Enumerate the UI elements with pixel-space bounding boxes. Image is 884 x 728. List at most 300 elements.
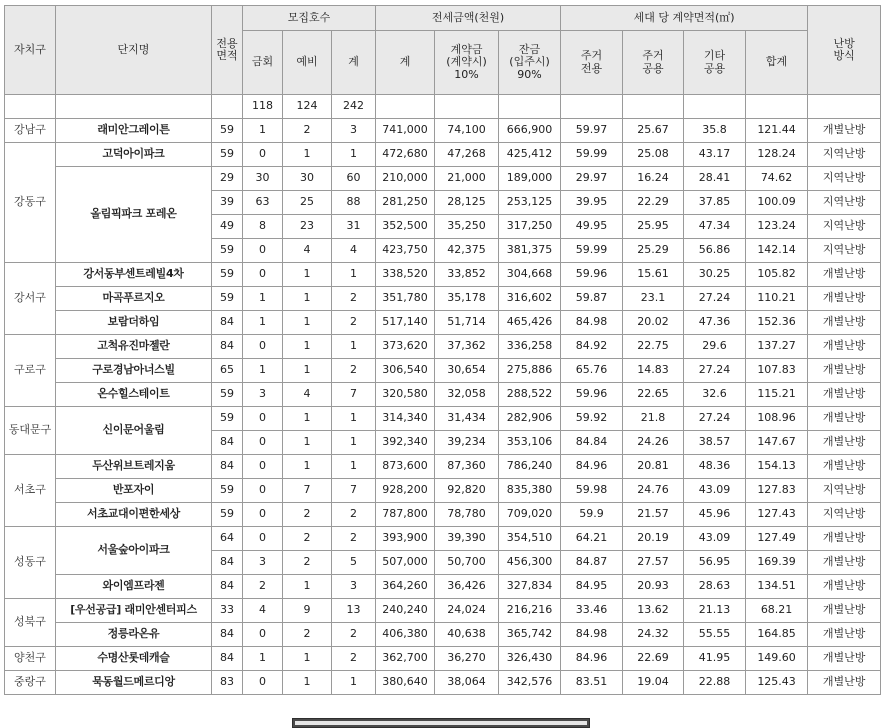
cell-recruit-total: 88 (332, 191, 376, 215)
cell-deposit-balance: 326,430 (499, 647, 561, 671)
cell-deposit-contract: 39,234 (435, 431, 499, 455)
cell-deposit-contract: 37,362 (435, 335, 499, 359)
cell-recruit-current: 0 (243, 143, 283, 167)
cell-complex: 묵동월드메르디앙 (56, 671, 212, 695)
cell-res-exclusive: 83.51 (561, 671, 623, 695)
cell-heating: 개별난방 (808, 647, 881, 671)
cell-recruit-current: 0 (243, 623, 283, 647)
totals-cell-empty (376, 95, 435, 119)
cell-other-common: 56.95 (684, 551, 746, 575)
cell-recruit-current: 0 (243, 479, 283, 503)
cell-recruit-current: 1 (243, 647, 283, 671)
cell-recruit-total: 4 (332, 239, 376, 263)
cell-area: 59 (212, 479, 243, 503)
cell-res-exclusive: 84.96 (561, 647, 623, 671)
cell-deposit-total: 352,500 (376, 215, 435, 239)
cell-area: 84 (212, 455, 243, 479)
cell-deposit-total: 423,750 (376, 239, 435, 263)
table-row (5, 287, 881, 311)
table-row (5, 263, 881, 287)
cell-area: 59 (212, 239, 243, 263)
header-recruit: 모집호수 (243, 6, 376, 31)
cell-deposit-balance: 381,375 (499, 239, 561, 263)
cell-deposit-contract: 31,434 (435, 407, 499, 431)
cell-recruit-current: 0 (243, 407, 283, 431)
cell-deposit-total: 787,800 (376, 503, 435, 527)
cell-area: 84 (212, 335, 243, 359)
cell-recruit-current: 0 (243, 335, 283, 359)
cell-region: 서초구 (5, 455, 56, 527)
cell-recruit-current: 3 (243, 383, 283, 407)
cell-area: 59 (212, 263, 243, 287)
header-region: 자치구 (5, 6, 56, 95)
cell-res-exclusive: 59.9 (561, 503, 623, 527)
cell-area-sum: 127.83 (746, 479, 808, 503)
cell-res-exclusive: 84.84 (561, 431, 623, 455)
cell-recruit-current: 8 (243, 215, 283, 239)
cell-deposit-total: 362,700 (376, 647, 435, 671)
cell-res-exclusive: 33.46 (561, 599, 623, 623)
cell-res-common: 20.81 (623, 455, 684, 479)
cell-deposit-contract: 78,780 (435, 503, 499, 527)
cell-recruit-current: 1 (243, 119, 283, 143)
header-recruit-reserve: 예비 (283, 31, 332, 95)
cell-complex: 수명산롯데캐슬 (56, 647, 212, 671)
cell-deposit-contract: 32,058 (435, 383, 499, 407)
table-row (5, 383, 881, 407)
cell-other-common: 43.09 (684, 527, 746, 551)
cell-heating: 개별난방 (808, 599, 881, 623)
header-complex: 단지명 (56, 6, 212, 95)
cell-region: 중랑구 (5, 671, 56, 695)
cell-recruit-current: 0 (243, 263, 283, 287)
cell-area-sum: 134.51 (746, 575, 808, 599)
table-row (5, 599, 881, 623)
cell-area: 64 (212, 527, 243, 551)
cell-recruit-reserve: 9 (283, 599, 332, 623)
cell-deposit-total: 472,680 (376, 143, 435, 167)
cell-complex: 래미안그레이튼 (56, 119, 212, 143)
header-other-common-label: 기타 공용 (703, 49, 726, 75)
cell-area-sum: 125.43 (746, 671, 808, 695)
totals-cell-empty (623, 95, 684, 119)
header-res-exclusive (561, 31, 623, 95)
cell-heating: 지역난방 (808, 167, 881, 191)
cell-area-sum: 105.82 (746, 263, 808, 287)
cell-complex: 와이엠프라젠 (56, 575, 212, 599)
cell-deposit-balance: 304,668 (499, 263, 561, 287)
cell-deposit-balance: 465,426 (499, 311, 561, 335)
cell-area: 29 (212, 167, 243, 191)
cell-res-exclusive: 84.96 (561, 455, 623, 479)
cell-res-exclusive: 59.87 (561, 287, 623, 311)
cell-area-sum: 123.24 (746, 215, 808, 239)
cell-recruit-total: 60 (332, 167, 376, 191)
cell-other-common: 21.13 (684, 599, 746, 623)
cell-heating: 지역난방 (808, 503, 881, 527)
header-deposit-total: 계 (376, 31, 435, 95)
cell-other-common: 43.17 (684, 143, 746, 167)
cell-deposit-total: 741,000 (376, 119, 435, 143)
cell-res-exclusive: 59.99 (561, 239, 623, 263)
cell-area: 84 (212, 311, 243, 335)
cell-recruit-total: 2 (332, 647, 376, 671)
cell-area: 84 (212, 431, 243, 455)
totals-cell-empty (56, 95, 212, 119)
cell-deposit-balance: 216,216 (499, 599, 561, 623)
cell-res-common: 13.62 (623, 599, 684, 623)
cell-complex: 고덕아이파크 (56, 143, 212, 167)
cell-region: 동대문구 (5, 407, 56, 455)
cell-complex: 정릉라온유 (56, 623, 212, 647)
cell-heating: 개별난방 (808, 383, 881, 407)
cell-res-common: 22.75 (623, 335, 684, 359)
cell-deposit-contract: 35,178 (435, 287, 499, 311)
cell-res-exclusive: 59.96 (561, 383, 623, 407)
header-deposit: 전세금액(천원) (376, 6, 561, 31)
table-row (5, 671, 881, 695)
cell-deposit-contract: 24,024 (435, 599, 499, 623)
cell-res-common: 22.29 (623, 191, 684, 215)
cell-recruit-current: 1 (243, 359, 283, 383)
table-row (5, 575, 881, 599)
cell-res-common: 14.83 (623, 359, 684, 383)
cell-deposit-contract: 51,714 (435, 311, 499, 335)
cell-area: 49 (212, 215, 243, 239)
cell-res-common: 21.8 (623, 407, 684, 431)
cell-deposit-contract: 50,700 (435, 551, 499, 575)
header-deposit-balance (499, 31, 561, 95)
cell-recruit-current: 0 (243, 503, 283, 527)
cell-res-exclusive: 59.97 (561, 119, 623, 143)
cell-deposit-balance: 342,576 (499, 671, 561, 695)
cell-area-sum: 121.44 (746, 119, 808, 143)
header-deposit-balance-label: 잔금 (입주시) 90% (509, 43, 550, 81)
cell-heating: 개별난방 (808, 575, 881, 599)
cell-res-common: 25.29 (623, 239, 684, 263)
cell-deposit-contract: 35,250 (435, 215, 499, 239)
cell-other-common: 47.34 (684, 215, 746, 239)
cell-res-common: 27.57 (623, 551, 684, 575)
cell-complex: 고척유진마젤란 (56, 335, 212, 359)
cell-recruit-reserve: 2 (283, 623, 332, 647)
cell-heating: 개별난방 (808, 551, 881, 575)
cell-recruit-reserve: 1 (283, 407, 332, 431)
cell-area-sum: 100.09 (746, 191, 808, 215)
cell-area: 59 (212, 503, 243, 527)
cell-recruit-reserve: 2 (283, 503, 332, 527)
cell-heating: 개별난방 (808, 119, 881, 143)
cell-deposit-balance: 189,000 (499, 167, 561, 191)
cell-res-exclusive: 59.92 (561, 407, 623, 431)
header-other-common (684, 31, 746, 95)
totals-cell-empty (684, 95, 746, 119)
table-row (5, 503, 881, 527)
cell-recruit-total: 7 (332, 479, 376, 503)
header-recruit-current: 금회 (243, 31, 283, 95)
cell-recruit-total: 13 (332, 599, 376, 623)
cell-res-common: 15.61 (623, 263, 684, 287)
cell-complex: 보람더하임 (56, 311, 212, 335)
cell-recruit-total: 2 (332, 311, 376, 335)
table-row (5, 527, 881, 551)
cell-area-sum: 164.85 (746, 623, 808, 647)
header-res-common-label: 주거 공용 (642, 49, 664, 75)
cell-res-common: 20.19 (623, 527, 684, 551)
cell-region: 강동구 (5, 143, 56, 263)
header-deposit-contract (435, 31, 499, 95)
cell-res-common: 22.65 (623, 383, 684, 407)
cell-area-sum: 169.39 (746, 551, 808, 575)
cell-res-exclusive: 59.99 (561, 143, 623, 167)
cell-recruit-reserve: 1 (283, 431, 332, 455)
cell-complex: 반포자이 (56, 479, 212, 503)
cell-complex: 구로경남아너스빌 (56, 359, 212, 383)
totals-row (5, 95, 881, 119)
header-heating-label: 난방 방식 (833, 36, 855, 62)
cell-heating: 개별난방 (808, 431, 881, 455)
cell-complex: 올림픽파크 포레온 (56, 167, 212, 263)
cell-deposit-balance: 786,240 (499, 455, 561, 479)
cell-recruit-current: 0 (243, 671, 283, 695)
cell-deposit-balance: 288,522 (499, 383, 561, 407)
cell-recruit-current: 4 (243, 599, 283, 623)
cell-area-sum: 142.14 (746, 239, 808, 263)
cell-area-sum: 127.49 (746, 527, 808, 551)
cell-res-common: 22.69 (623, 647, 684, 671)
cell-deposit-total: 392,340 (376, 431, 435, 455)
cell-res-common: 23.1 (623, 287, 684, 311)
cell-heating: 개별난방 (808, 287, 881, 311)
cell-deposit-balance: 835,380 (499, 479, 561, 503)
cell-heating: 개별난방 (808, 359, 881, 383)
cell-recruit-current: 63 (243, 191, 283, 215)
cell-recruit-reserve: 7 (283, 479, 332, 503)
cell-recruit-total: 31 (332, 215, 376, 239)
cell-deposit-balance: 456,300 (499, 551, 561, 575)
table-header (5, 6, 881, 95)
cell-deposit-contract: 36,270 (435, 647, 499, 671)
cell-res-exclusive: 84.98 (561, 623, 623, 647)
cell-recruit-current: 1 (243, 287, 283, 311)
cell-heating: 지역난방 (808, 479, 881, 503)
cell-area: 84 (212, 551, 243, 575)
cell-complex: 신이문어울림 (56, 407, 212, 455)
cell-recruit-reserve: 1 (283, 263, 332, 287)
cell-area-sum: 108.96 (746, 407, 808, 431)
totals-total: 242 (332, 95, 376, 119)
cell-area-sum: 149.60 (746, 647, 808, 671)
cell-recruit-current: 1 (243, 311, 283, 335)
cell-other-common: 55.55 (684, 623, 746, 647)
cell-area: 39 (212, 191, 243, 215)
header-heating (808, 6, 881, 95)
cell-area-sum: 152.36 (746, 311, 808, 335)
cell-res-common: 25.08 (623, 143, 684, 167)
table-container (4, 5, 880, 695)
cell-recruit-reserve: 1 (283, 143, 332, 167)
cell-heating: 지역난방 (808, 143, 881, 167)
cell-deposit-balance: 282,906 (499, 407, 561, 431)
table-row (5, 143, 881, 167)
cell-heating: 개별난방 (808, 263, 881, 287)
cell-region: 성동구 (5, 527, 56, 599)
cell-recruit-reserve: 2 (283, 119, 332, 143)
cell-area: 65 (212, 359, 243, 383)
cell-recruit-total: 3 (332, 119, 376, 143)
cell-res-exclusive: 84.92 (561, 335, 623, 359)
cell-deposit-contract: 36,426 (435, 575, 499, 599)
cell-recruit-current: 0 (243, 527, 283, 551)
cell-other-common: 48.36 (684, 455, 746, 479)
cell-deposit-balance: 275,886 (499, 359, 561, 383)
table-row (5, 359, 881, 383)
cell-area: 33 (212, 599, 243, 623)
cell-region: 성북구 (5, 599, 56, 647)
cell-deposit-balance: 316,602 (499, 287, 561, 311)
cell-res-common: 24.32 (623, 623, 684, 647)
cell-recruit-reserve: 1 (283, 287, 332, 311)
cell-recruit-reserve: 30 (283, 167, 332, 191)
cell-deposit-total: 364,260 (376, 575, 435, 599)
cell-res-common: 24.26 (623, 431, 684, 455)
table-row (5, 479, 881, 503)
cell-other-common: 41.95 (684, 647, 746, 671)
cell-area-sum: 74.62 (746, 167, 808, 191)
cell-other-common: 28.41 (684, 167, 746, 191)
cell-heating: 지역난방 (808, 215, 881, 239)
cell-complex: 두산위브트레지움 (56, 455, 212, 479)
cell-res-common: 21.57 (623, 503, 684, 527)
cell-recruit-reserve: 1 (283, 647, 332, 671)
totals-cell-empty (5, 95, 56, 119)
cell-res-common: 25.67 (623, 119, 684, 143)
cell-recruit-total: 1 (332, 431, 376, 455)
cell-res-common: 19.04 (623, 671, 684, 695)
cell-heating: 개별난방 (808, 671, 881, 695)
cell-other-common: 27.24 (684, 407, 746, 431)
cell-heating: 개별난방 (808, 311, 881, 335)
table-row (5, 647, 881, 671)
totals-current: 118 (243, 95, 283, 119)
cell-res-common: 20.93 (623, 575, 684, 599)
cell-recruit-reserve: 2 (283, 551, 332, 575)
cell-other-common: 56.86 (684, 239, 746, 263)
cell-area-sum: 127.43 (746, 503, 808, 527)
cell-other-common: 37.85 (684, 191, 746, 215)
header-recruit-total: 계 (332, 31, 376, 95)
cell-deposit-total: 928,200 (376, 479, 435, 503)
cell-other-common: 45.96 (684, 503, 746, 527)
table-row (5, 311, 881, 335)
cell-other-common: 22.88 (684, 671, 746, 695)
cell-complex: 강서동부센트레빌4차 (56, 263, 212, 287)
cell-deposit-contract: 38,064 (435, 671, 499, 695)
horizontal-scrollbar[interactable] (292, 718, 590, 728)
cell-deposit-total: 873,600 (376, 455, 435, 479)
cell-recruit-current: 0 (243, 239, 283, 263)
cell-heating: 개별난방 (808, 455, 881, 479)
cell-recruit-reserve: 25 (283, 191, 332, 215)
cell-deposit-total: 210,000 (376, 167, 435, 191)
cell-recruit-current: 30 (243, 167, 283, 191)
header-contract-area: 세대 당 계약면적(㎡) (561, 6, 808, 31)
totals-cell-empty (808, 95, 881, 119)
table-row (5, 455, 881, 479)
cell-area: 84 (212, 575, 243, 599)
cell-area-sum: 154.13 (746, 455, 808, 479)
cell-deposit-contract: 30,654 (435, 359, 499, 383)
cell-deposit-contract: 47,268 (435, 143, 499, 167)
cell-recruit-total: 1 (332, 407, 376, 431)
cell-res-exclusive: 39.95 (561, 191, 623, 215)
cell-recruit-current: 0 (243, 431, 283, 455)
cell-area-sum: 137.27 (746, 335, 808, 359)
cell-area: 59 (212, 383, 243, 407)
cell-recruit-total: 1 (332, 143, 376, 167)
cell-deposit-total: 351,780 (376, 287, 435, 311)
cell-region: 양천구 (5, 647, 56, 671)
cell-recruit-reserve: 4 (283, 383, 332, 407)
cell-heating: 개별난방 (808, 407, 881, 431)
cell-deposit-balance: 317,250 (499, 215, 561, 239)
cell-res-exclusive: 84.87 (561, 551, 623, 575)
cell-deposit-total: 373,620 (376, 335, 435, 359)
cell-recruit-reserve: 1 (283, 455, 332, 479)
cell-complex: 마곡푸르지오 (56, 287, 212, 311)
cell-other-common: 32.6 (684, 383, 746, 407)
table-row (5, 167, 881, 191)
cell-deposit-total: 320,580 (376, 383, 435, 407)
cell-deposit-contract: 21,000 (435, 167, 499, 191)
cell-deposit-contract: 87,360 (435, 455, 499, 479)
cell-other-common: 35.8 (684, 119, 746, 143)
cell-recruit-reserve: 1 (283, 575, 332, 599)
cell-area: 83 (212, 671, 243, 695)
totals-cell-empty (561, 95, 623, 119)
cell-recruit-total: 2 (332, 359, 376, 383)
cell-heating: 지역난방 (808, 191, 881, 215)
totals-cell-empty (212, 95, 243, 119)
cell-deposit-total: 314,340 (376, 407, 435, 431)
cell-area-sum: 147.67 (746, 431, 808, 455)
header-res-exclusive-label: 주거 전용 (580, 49, 603, 75)
table-row (5, 623, 881, 647)
cell-complex: 온수힐스테이트 (56, 383, 212, 407)
cell-recruit-total: 2 (332, 503, 376, 527)
totals-cell-empty (435, 95, 499, 119)
cell-other-common: 27.24 (684, 359, 746, 383)
cell-res-exclusive: 29.97 (561, 167, 623, 191)
cell-res-exclusive: 84.98 (561, 311, 623, 335)
cell-area: 59 (212, 287, 243, 311)
cell-deposit-total: 306,540 (376, 359, 435, 383)
cell-area-sum: 128.24 (746, 143, 808, 167)
header-res-common (623, 31, 684, 95)
cell-recruit-reserve: 1 (283, 311, 332, 335)
cell-res-common: 24.76 (623, 479, 684, 503)
rental-table (4, 5, 881, 695)
cell-res-common: 25.95 (623, 215, 684, 239)
table-row (5, 119, 881, 143)
header-area (212, 6, 243, 95)
cell-area-sum: 110.21 (746, 287, 808, 311)
cell-recruit-total: 1 (332, 263, 376, 287)
scrollbar-thumb[interactable] (295, 721, 587, 725)
cell-recruit-reserve: 23 (283, 215, 332, 239)
cell-res-common: 20.02 (623, 311, 684, 335)
cell-deposit-total: 507,000 (376, 551, 435, 575)
